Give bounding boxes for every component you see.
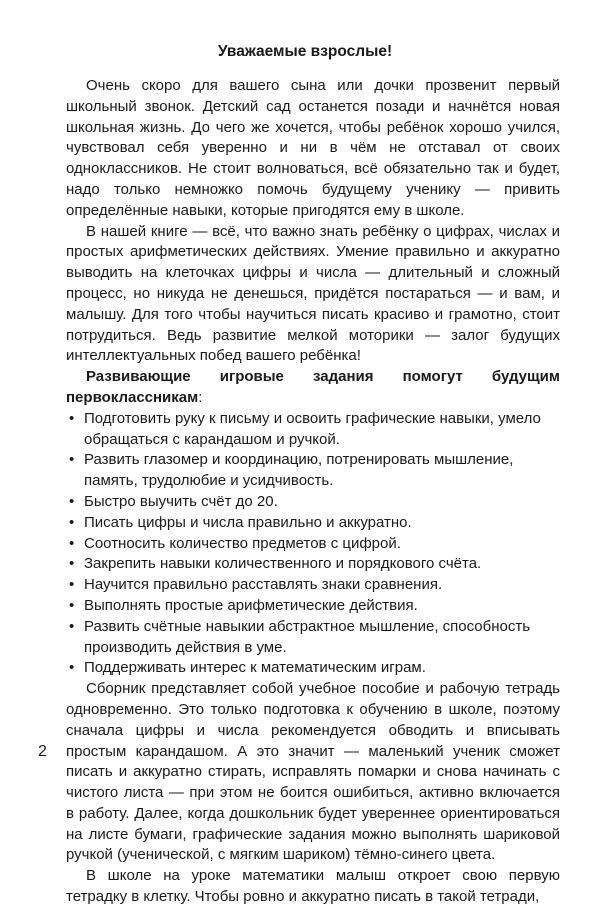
goal-item: • Научится правильно расставлять знаки сравнения. bbox=[66, 575, 560, 596]
goals-list bbox=[66, 409, 560, 679]
goal-item: • Выполнять простые арифметические действия. bbox=[66, 596, 560, 617]
page-title: Уважаемые взрослые! bbox=[217, 43, 393, 60]
goal-item: • Развить счётные навыкии абстрактное мышление, способность производить действия в уме. bbox=[66, 617, 560, 659]
goal-item: • Соотносить количество предметов с цифрой. bbox=[66, 534, 560, 555]
page-body bbox=[66, 76, 560, 908]
goals-heading-colon: : bbox=[198, 388, 203, 406]
goals-heading-text: Развивающие игровые задания помогут будущим первоклассникам bbox=[66, 368, 560, 406]
outro-paragraph: Сборник представляет собой учебное пособие и рабочую тетрадь одновременно. Это только подготовка к обучению в школе, поэтому сначала цифры и числа рекомендуется обводить и вписывать простым карандашом. А это значит — маленький ученик сможет писать и аккуратно стирать, исправлять помарки и снова начинать с чистого листа — при этом не боится ошибиться, активно включается в работу. Далее, когда дошкольник будет увереннее ориентироваться на листе бумаги, графические задания можно выполнять шариковой ручкой (ученической, с мягким шариком) тёмно-синего цвета. bbox=[66, 680, 560, 864]
goal-item: • Писать цифры и числа правильно и аккуратно. bbox=[66, 513, 560, 534]
outro-paragraph: В школе на уроке математики малыш откроет свою первую тетрадку в клетку. Чтобы ровно и аккуратно писать в такой тетради, bbox=[66, 867, 560, 906]
goal-item: • Быстро выучить счёт до 20. bbox=[66, 492, 560, 513]
goal-item: • Развить глазомер и координацию, потренировать мышление, память, трудолюбие и усидчивость. bbox=[66, 450, 560, 492]
intro-paragraph: В нашей книге — всё, что важно знать ребёнку о цифрах, числах и простых арифметических действиях. Умение правильно и аккуратно выводить на клеточках цифры и числа — длительный и сложный процесс, но никуда не денешься, придётся постараться — и вам, и малышу. Для того чтобы научиться писать красиво и грамотно, стоит потрудиться. Ведь развитие мелкой моторики — залог будущих интеллектуальных побед вашего ребёнка! bbox=[66, 222, 560, 365]
goal-item: • Подготовить руку к письму и освоить графические навыки, умело обращаться с карандашом и ручкой. bbox=[66, 409, 560, 451]
goal-item: • Закрепить навыки количественного и порядкового счёта. bbox=[66, 554, 560, 575]
intro-paragraph: Очень скоро для вашего сына или дочки прозвенит первый школьный звонок. Детский сад останется позади и начнётся новая школьная жизнь. До чего же хочется, чтобы ребёнок хорошо учился, чувствовал себя уверенно и ни в чём не отставал от своих одноклассников. Не стоит волноваться, всё обязательно так и будет, надо только немножко помочь будущему ученику — привить определённые навыки, которые пригодятся ему в школе. bbox=[66, 77, 560, 219]
goals-heading bbox=[66, 367, 560, 409]
goal-item: • Поддерживать интерес к математическим играм. bbox=[66, 658, 560, 679]
page-number: 2 bbox=[38, 743, 47, 760]
